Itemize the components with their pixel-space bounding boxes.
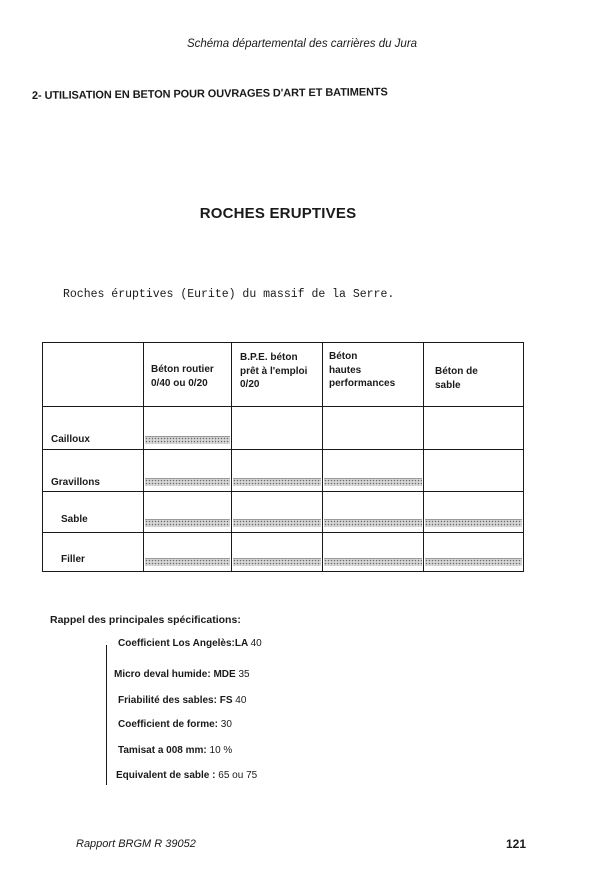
section-heading: 2- UTILISATION EN BETON POUR OUVRAGES D'ART ET BATIMENTS <box>31 86 388 102</box>
intro-text: Roches éruptives (Eurite) du massif de la Serre. <box>63 288 395 301</box>
usable-mark <box>425 519 522 527</box>
spec-label: Tamisat a 008 mm: <box>118 745 207 756</box>
usage-table <box>42 342 524 572</box>
spec-item <box>114 669 250 680</box>
spec-item <box>118 745 232 756</box>
column-header-line: 0/20 <box>240 379 260 390</box>
usable-mark <box>233 558 321 566</box>
usable-mark <box>425 558 522 566</box>
column-header-line: performances <box>329 378 396 389</box>
spec-value: 35 <box>238 669 250 680</box>
column-header-beton-de-sable <box>435 365 478 392</box>
row-label-filler: Filler <box>61 554 85 565</box>
usable-mark <box>145 519 230 527</box>
column-header-line: Béton routier <box>151 364 214 375</box>
spec-value: 40 <box>250 638 262 649</box>
usable-mark <box>145 478 230 486</box>
usable-mark <box>324 558 422 566</box>
table-row-divider <box>43 406 523 407</box>
column-header-line: Béton de <box>435 366 478 377</box>
table-col-divider <box>231 343 232 571</box>
row-label-sable: Sable <box>61 514 88 525</box>
table-row-divider <box>43 491 523 492</box>
column-header-line: hautes <box>329 364 362 376</box>
column-header-line: 0/40 ou 0/20 <box>151 377 208 389</box>
running-header <box>0 38 600 50</box>
spec-value: 30 <box>220 719 232 730</box>
report-reference: Rapport BRGM R 39052 <box>76 838 196 850</box>
column-header-beton-routier <box>151 363 214 390</box>
spec-value: 10 % <box>209 745 233 756</box>
table-row-divider <box>43 532 523 533</box>
column-header-line: prêt à l'emploi <box>240 365 308 377</box>
specs-bracket <box>106 645 107 785</box>
column-header-line: B.P.E. béton <box>240 352 298 363</box>
row-label-gravillons: Gravillons <box>51 477 100 488</box>
specs-title: Rappel des principales spécifications: <box>50 614 241 626</box>
table-col-divider <box>423 343 424 571</box>
spec-item <box>118 695 246 706</box>
usable-mark <box>145 558 230 566</box>
table-row-divider <box>43 449 523 450</box>
column-header-hautes-performances <box>329 350 395 391</box>
spec-item <box>116 770 257 781</box>
usable-mark <box>233 478 321 486</box>
column-header-bpe <box>240 351 307 392</box>
usable-mark <box>324 478 422 486</box>
spec-label: Coefficient de forme: <box>118 719 219 730</box>
usable-mark <box>324 519 422 527</box>
usable-mark <box>233 519 321 527</box>
page-title: ROCHES ERUPTIVES <box>199 205 357 222</box>
column-header-line: Béton <box>329 351 358 362</box>
usable-mark <box>145 436 230 444</box>
spec-item <box>118 719 232 730</box>
spec-value: 65 ou 75 <box>218 770 258 781</box>
page-number: 121 <box>506 837 527 851</box>
spec-label: Friabilité des sables: FS <box>118 695 233 706</box>
running-header-text: Schéma départemental des carrières du Jura <box>186 38 418 50</box>
table-col-divider <box>143 343 144 571</box>
spec-label: Coefficient Los Angelès:LA <box>118 638 248 649</box>
spec-label: Micro deval humide: MDE <box>114 669 236 680</box>
spec-value: 40 <box>235 695 247 706</box>
row-label-cailloux: Cailloux <box>51 434 90 445</box>
table-col-divider <box>322 343 323 571</box>
spec-label: Equivalent de sable : <box>116 770 216 781</box>
column-header-line: sable <box>435 379 461 391</box>
spec-item <box>118 638 262 649</box>
